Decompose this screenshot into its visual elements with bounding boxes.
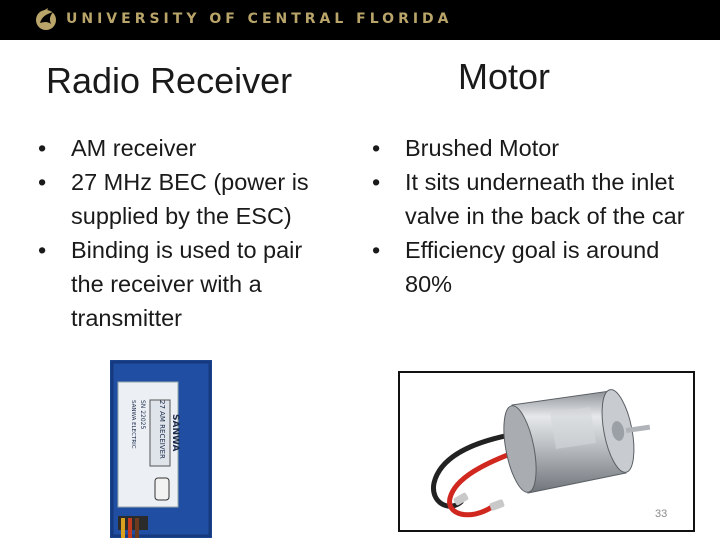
bullet-item: • AM receiver bbox=[38, 131, 338, 165]
motor-section-title: Motor bbox=[458, 56, 551, 97]
brushed-motor-illustration bbox=[400, 373, 693, 530]
bullet-item: • Efficiency goal is around 80% bbox=[372, 233, 692, 301]
pegasus-logo-icon bbox=[33, 6, 59, 32]
bullet-item: • It sits underneath the inlet valve in the back of the car bbox=[372, 165, 692, 233]
bullet-item: • Binding is used to pair the receiver with a transmitter bbox=[38, 233, 338, 335]
receiver-bullet-list bbox=[38, 131, 338, 335]
motor-photo bbox=[398, 371, 695, 532]
bullet-item: • 27 MHz BEC (power is supplied by the ESC) bbox=[38, 165, 338, 233]
receiver-photo bbox=[110, 360, 212, 538]
slide-number: 33 bbox=[655, 508, 668, 520]
receiver-illustration bbox=[110, 360, 212, 538]
bullet-item: • Brushed Motor bbox=[372, 131, 692, 165]
university-logo-text: UNIVERSITY OF CENTRAL FLORIDA bbox=[66, 11, 453, 27]
motor-bullet-list bbox=[372, 131, 692, 301]
receiver-serial-label: SN 22025 bbox=[139, 400, 146, 430]
receiver-brand-label: SANWA bbox=[170, 414, 180, 452]
receiver-model-label: 27 AM RECEIVER bbox=[158, 400, 166, 459]
receiver-section-title: Radio Receiver bbox=[46, 60, 293, 101]
header-bar bbox=[0, 0, 720, 40]
receiver-company-label: SANWA ELECTRIC bbox=[130, 400, 136, 449]
